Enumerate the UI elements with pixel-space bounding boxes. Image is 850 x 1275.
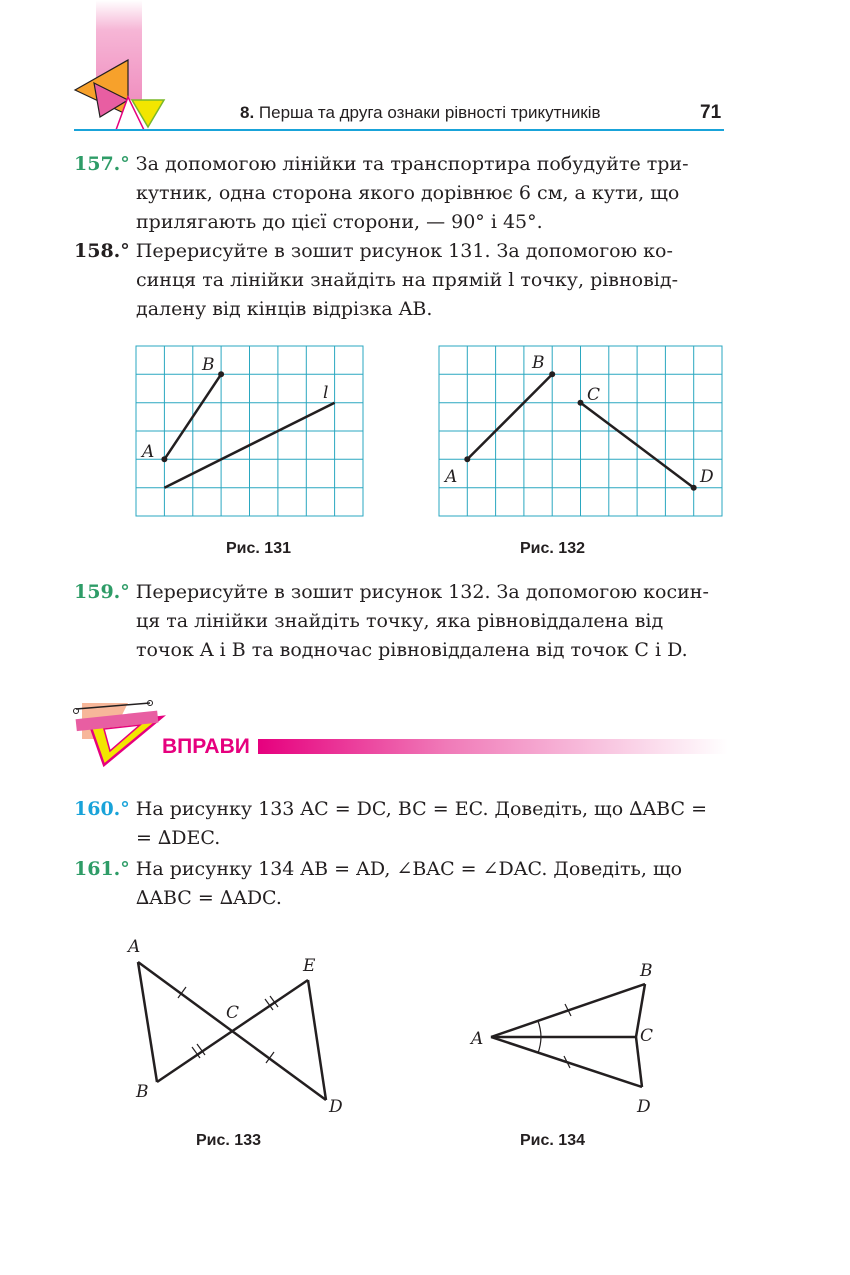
exercise-line: Перерисуйте в зошит рисунок 132. За допомогою косин- — [135, 581, 709, 603]
label-d: D — [637, 1097, 651, 1117]
label-c: C — [640, 1026, 654, 1046]
figure-131 — [130, 340, 370, 522]
label-e: E — [303, 956, 316, 976]
label-a: A — [128, 937, 141, 957]
exercise-line: далену від кінців відрізка AB. — [136, 298, 433, 320]
exercise-161 — [74, 855, 734, 913]
label-b: B — [532, 353, 545, 373]
exercise-line: точок A і B та водночас рівновіддалена від точок C і D. — [136, 639, 688, 661]
label-a: A — [445, 467, 458, 487]
figure-132 — [433, 340, 729, 522]
tick-marks — [178, 987, 278, 1063]
label-b: B — [640, 961, 653, 981]
exercise-line: кутник, одна сторона якого дорівнює 6 см, а кути, що — [136, 182, 680, 204]
section-banner-bar — [258, 739, 728, 754]
label-b: B — [136, 1082, 149, 1102]
page-number: 71 — [700, 102, 722, 123]
label-l: l — [323, 383, 329, 403]
figure-133 — [120, 930, 360, 1120]
exercise-number: 157.° — [74, 153, 130, 175]
point-a — [161, 456, 167, 462]
header-rule — [74, 129, 724, 131]
exercise-158 — [74, 237, 734, 324]
point-a — [464, 456, 470, 462]
point-d — [691, 485, 697, 491]
caption-131: Рис. 131 — [226, 540, 291, 557]
label-b: B — [202, 355, 215, 375]
label-d: D — [329, 1097, 343, 1117]
point-b — [549, 371, 555, 377]
exercise-line: ця та лінійки знайдіть точку, яка рівновіддалена від — [136, 610, 664, 632]
figure-134 — [465, 955, 685, 1120]
exercise-line: На рисунку 133 AC = DC, BC = EC. Доведіть, що ∆ABC = — [135, 798, 707, 820]
exercise-number: 159.° — [74, 581, 130, 603]
segment-ab — [138, 962, 157, 1082]
exercise-line: = ∆DEC. — [136, 827, 221, 849]
label-a: A — [142, 442, 155, 462]
label-d: D — [700, 467, 714, 487]
caption-132: Рис. 132 — [520, 540, 585, 557]
segment-ed — [308, 980, 326, 1100]
ruler-triangle-icon — [70, 695, 170, 775]
label-c: C — [587, 385, 601, 405]
exercise-number: 160.° — [74, 798, 130, 820]
label-a: A — [471, 1029, 484, 1049]
exercise-160 — [74, 795, 734, 853]
grid — [439, 346, 722, 516]
section-title-vpravy: ВПРАВИ — [162, 735, 250, 758]
exercise-159 — [74, 578, 734, 665]
point-b — [218, 371, 224, 377]
caption-134: Рис. 134 — [520, 1132, 585, 1149]
point-c — [578, 400, 584, 406]
label-c: C — [226, 1003, 240, 1023]
exercise-line: ∆ABC = ∆ADC. — [136, 887, 282, 909]
exercise-line: Перерисуйте в зошит рисунок 131. За допомогою ко- — [135, 240, 673, 262]
section-title: Перша та друга ознаки рівності трикутників — [258, 103, 601, 122]
header-triangles-icon — [70, 55, 170, 135]
caption-133: Рис. 133 — [196, 1132, 261, 1149]
section-number: 8. — [240, 103, 255, 122]
exercise-line: синця та лінійки знайдіть на прямій l точку, рівновід- — [136, 269, 679, 291]
exercise-157 — [74, 150, 734, 237]
grid — [136, 346, 363, 516]
exercise-line: За допомогою лінійки та транспортира побудуйте три- — [135, 153, 689, 175]
header-title — [240, 103, 601, 123]
exercise-line: На рисунку 134 AB = AD, ∠BAC = ∠DAC. Доведіть, що — [135, 858, 683, 880]
segment-ab — [467, 374, 552, 459]
exercise-number: 161.° — [74, 858, 130, 880]
exercise-number: 158.° — [74, 240, 130, 262]
exercise-line: прилягають до цієї сторони, — 90° і 45°. — [136, 211, 543, 233]
